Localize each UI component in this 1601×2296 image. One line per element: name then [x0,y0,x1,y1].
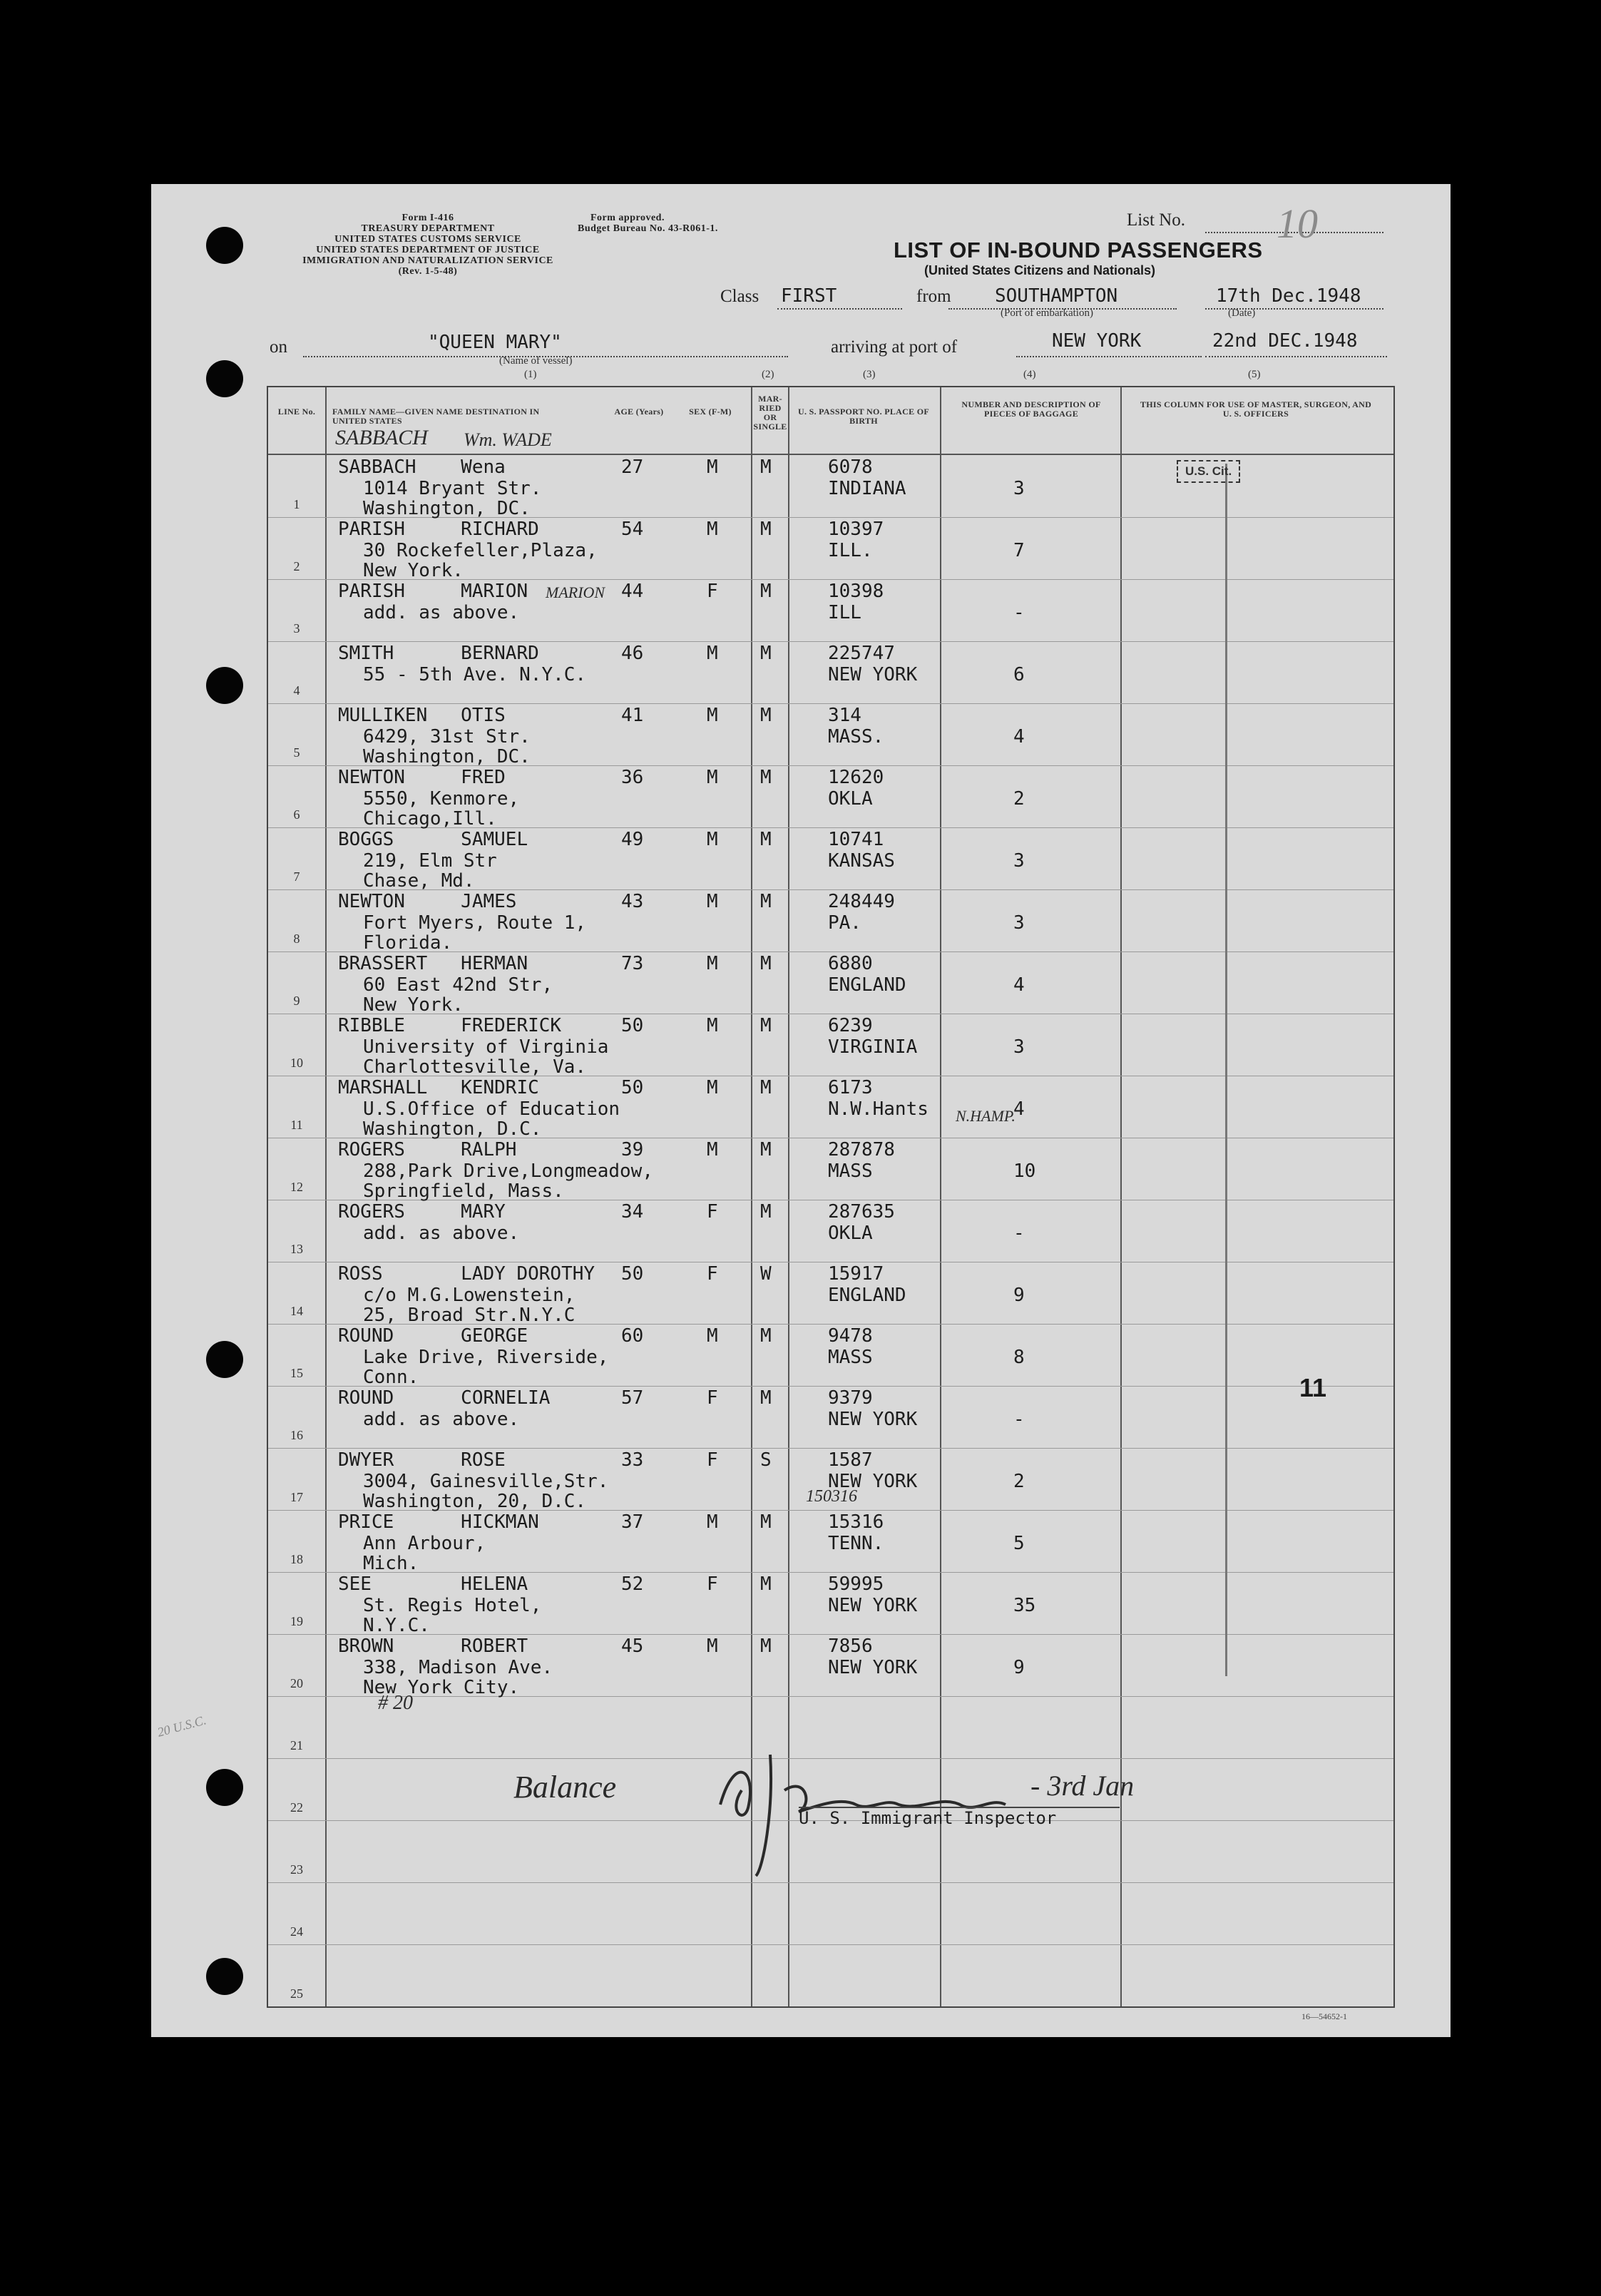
th-name: FAMILY NAME—GIVEN NAME DESTINATION IN UNITED STATES [332,407,540,426]
destination-line-2: Washington, D.C. [363,1118,542,1140]
passenger-name: NEWTON JAMES [338,891,517,912]
place-of-birth: NEW YORK [828,1409,918,1430]
passport-number: 6078 [828,456,873,478]
passport-number: 287878 [828,1139,895,1160]
baggage-count: - [1013,1409,1025,1430]
sex: M [707,1077,718,1098]
th-sex: SEX (F-M) [689,407,732,417]
destination-line-1: St. Regis Hotel, [363,1595,542,1616]
mark-11: 11 [1299,1373,1327,1402]
destination-line-2: Washington, DC. [363,746,531,767]
passenger-name: BROWN ROBERT [338,1636,528,1657]
line-number: 18 [290,1552,303,1566]
th-line-no: LINE No. [277,407,316,417]
baggage-count: 9 [1013,1285,1025,1306]
column-divider [325,387,327,2006]
passenger-name: RIBBLE FREDERICK [338,1015,562,1036]
destination-line-2: Chicago,Ill. [363,808,497,830]
justice-line: UNITED STATES DEPARTMENT OF JUSTICE [316,245,540,255]
place-of-birth: VIRGINIA [828,1036,918,1058]
baggage-count: 8 [1013,1347,1025,1368]
place-of-birth: NEW YORK [828,1471,918,1492]
count-note: # 20 [378,1692,413,1714]
passenger-name: DWYER ROSE [338,1449,506,1471]
passport-number: 6173 [828,1077,873,1098]
passport-number: 9379 [828,1387,873,1409]
us-citizen-stamp: U.S. Cit. [1177,460,1240,483]
marital-status: M [760,1636,772,1657]
destination-line-1: Lake Drive, Riverside, [363,1347,609,1368]
arrival-port: NEW YORK [1052,330,1142,352]
age: 44 [621,581,644,602]
place-of-birth: MASS. [828,726,884,748]
age: 50 [621,1263,644,1285]
arriving-label: arriving at port of [831,337,958,357]
date-caption: (Date) [1228,307,1256,319]
margin-note: 20 U.S.C. [155,1713,208,1740]
place-of-birth: TENN. [828,1533,884,1554]
sex: F [707,1263,718,1285]
line-number: 21 [290,1738,303,1752]
binder-hole [206,667,243,704]
list-no-label: List No. [1127,210,1185,230]
destination-line-2: Mich. [363,1553,419,1574]
th-age: AGE (Years) [614,407,664,417]
line-number: 7 [293,869,300,884]
line-number: 10 [290,1056,303,1070]
destination-line-2: Springfield, Mass. [363,1180,564,1202]
passport-number: 15917 [828,1263,884,1285]
place-of-birth: MASS [828,1347,873,1368]
form-id: Form I-416 [401,213,454,223]
destination-line-2: New York. [363,994,464,1016]
th-baggage: NUMBER AND DESCRIPTION OF PIECES OF BAGGAGE [961,399,1101,419]
line-number: 9 [293,994,300,1008]
marital-status: M [760,1511,772,1533]
sex: M [707,953,718,974]
destination-line-2: Chase, Md. [363,870,475,892]
place-of-birth: MASS [828,1160,873,1182]
destination-line-1: add. as above. [363,1409,520,1430]
destination-line-1: 1014 Bryant Str. [363,478,542,499]
passenger-name: ROGERS MARY [338,1201,506,1223]
line-number: 24 [290,1924,303,1939]
passenger-name: MARSHALL KENDRIC [338,1077,539,1098]
th-officers: THIS COLUMN FOR USE OF MASTER, SURGEON, AND U. S. OFFICERS [1140,399,1372,419]
treasury-line: TREASURY DEPARTMENT [361,223,495,234]
col-number-5: (5) [1248,369,1261,380]
destination-line-1: Fort Myers, Route 1, [363,912,587,934]
passport-number: 248449 [828,891,895,912]
baggage-count: 3 [1013,1036,1025,1058]
sex: M [707,456,718,478]
passenger-name: ROUND CORNELIA [338,1387,551,1409]
inspector-label: U. S. Immigrant Inspector [799,1808,1057,1828]
place-of-birth: NEW YORK [828,1595,918,1616]
binder-hole [206,360,243,397]
inspector-signature [706,1726,1105,1883]
place-of-birth: PA. [828,912,861,934]
line-number: 22 [290,1800,303,1815]
marital-status: M [760,643,772,664]
passport-number: 6239 [828,1015,873,1036]
place-of-birth: ILL [828,602,861,623]
baggage-count: 3 [1013,912,1025,934]
binder-hole [206,1769,243,1806]
destination-line-1: 60 East 42nd Str, [363,974,553,996]
destination-line-2: Charlottesville, Va. [363,1056,587,1078]
destination-line-1: 6429, 31st Str. [363,726,531,748]
col-number-1: (1) [524,369,537,380]
age: 54 [621,519,644,540]
budget-line: Budget Bureau No. 43-R061-1. [578,223,718,234]
correction-wade: Wm. WADE [464,429,552,450]
marital-status: M [760,1387,772,1409]
marital-status: W [760,1263,772,1285]
customs-line: UNITED STATES CUSTOMS SERVICE [334,234,521,245]
form-agency-block [264,213,592,277]
correction-marion: MARION [546,583,605,601]
sex: M [707,767,718,788]
age: 50 [621,1015,644,1036]
line-number: 5 [293,745,300,760]
baggage-count: 3 [1013,478,1025,499]
marital-status: M [760,953,772,974]
place-of-birth: OKLA [828,788,873,810]
baggage-count: 9 [1013,1657,1025,1678]
destination-line-2: New York. [363,560,464,581]
binder-hole [206,227,243,264]
marital-status: M [760,1325,772,1347]
binder-hole [206,1958,243,1995]
age: 52 [621,1573,644,1595]
balance-note: Balance [513,1770,617,1805]
on-label: on [270,337,287,357]
passenger-name: SABBACH Wena [338,456,506,478]
arrival-date-underline [1205,356,1387,357]
marital-status: M [760,519,772,540]
destination-line-1: 55 - 5th Ave. N.Y.C. [363,664,587,685]
passport-correction: 150316 [806,1487,857,1506]
destination-line-2: New York City. [363,1677,520,1698]
sex: M [707,643,718,664]
destination-line-2: Florida. [363,932,453,954]
sex: M [707,1139,718,1160]
arrival-underline [1016,356,1202,357]
age: 43 [621,891,644,912]
marital-status: M [760,1139,772,1160]
age: 60 [621,1325,644,1347]
destination-line-1: 219, Elm Str [363,850,497,872]
baggage-count: - [1013,602,1025,623]
baggage-count: 35 [1013,1595,1036,1616]
destination-line-1: 30 Rockefeller,Plaza, [363,540,598,561]
age: 73 [621,953,644,974]
age: 27 [621,456,644,478]
destination-line-2: 25, Broad Str.N.Y.C [363,1305,576,1326]
destination-line-1: U.S.Office of Education [363,1098,620,1120]
passport-number: 59995 [828,1573,884,1595]
vessel-name: "QUEEN MARY" [428,332,562,353]
page-subtitle: (United States Citizens and Nationals) [924,263,1156,277]
header-divider [268,454,1393,455]
age: 37 [621,1511,644,1533]
sex: M [707,829,718,850]
passenger-name: BOGGS SAMUEL [338,829,528,850]
place-of-birth: NEW YORK [828,664,918,685]
marital-status: M [760,1201,772,1223]
line-number: 16 [290,1428,303,1442]
destination-line-2: Washington, DC. [363,498,531,519]
sex: F [707,1201,718,1223]
place-of-birth: NEW YORK [828,1657,918,1678]
destination-line-1: add. as above. [363,1223,520,1244]
line-number: 12 [290,1180,303,1194]
baggage-count: 2 [1013,1471,1025,1492]
passport-number: 225747 [828,643,895,664]
sex: F [707,1449,718,1471]
sex: F [707,581,718,602]
line-number: 4 [293,683,300,698]
baggage-count: 7 [1013,540,1025,561]
arrival-date: 22nd DEC.1948 [1212,330,1358,352]
approved-line: Form approved. [590,213,665,223]
passenger-name: PARISH RICHARD [338,519,539,540]
destination-line-1: Ann Arbour, [363,1533,486,1554]
marital-status: M [760,581,772,602]
officer-column-rule [1225,464,1227,1676]
passenger-name: BRASSERT HERMAN [338,953,528,974]
line-number: 13 [290,1242,303,1256]
age: 36 [621,767,644,788]
line-number: 20 [290,1676,303,1690]
marital-status: M [760,767,772,788]
row-divider [268,1944,1393,1945]
baggage-count: 5 [1013,1533,1025,1554]
line-number: 19 [290,1614,303,1628]
passenger-name: ROSS LADY DOROTHY [338,1263,595,1285]
age: 33 [621,1449,644,1471]
destination-line-1: 338, Madison Ave. [363,1657,553,1678]
col-number-4: (4) [1023,369,1036,380]
passenger-name: ROUND GEORGE [338,1325,528,1347]
vessel-caption: (Name of vessel) [499,355,573,367]
marital-status: M [760,1077,772,1098]
place-of-birth: ENGLAND [828,974,906,996]
class-underline [777,308,902,310]
sex: F [707,1573,718,1595]
class-value: FIRST [781,285,837,307]
line-number: 15 [290,1366,303,1380]
correction-sabbach: SABBACH [335,426,428,449]
port-of-embarkation: SOUTHAMPTON [995,285,1118,307]
marital-status: S [760,1449,772,1471]
baggage-count: 2 [1013,788,1025,810]
baggage-count: 4 [1013,1098,1025,1120]
class-label: Class [720,287,759,306]
passport-number: 314 [828,705,861,726]
place-of-birth: ILL. [828,540,873,561]
baggage-count: 6 [1013,664,1025,685]
baggage-count: 4 [1013,974,1025,996]
ins-line: IMMIGRATION AND NATURALIZATION SERVICE [302,255,553,266]
passport-number: 10397 [828,519,884,540]
place-of-birth: KANSAS [828,850,895,872]
destination-line-2: Washington, 20, D.C. [363,1491,587,1512]
page-title: LIST OF IN-BOUND PASSENGERS [894,238,1263,262]
approval-block [578,213,792,234]
sex: M [707,1636,718,1657]
col-number-2: (2) [762,369,774,380]
from-label: from [916,287,951,306]
sex: M [707,1325,718,1347]
line-number: 23 [290,1862,303,1877]
line-number: 3 [293,621,300,636]
place-of-birth: ENGLAND [828,1285,906,1306]
age: 46 [621,643,644,664]
th-married: MAR-RIED OR SINGLE [753,394,787,432]
sex: M [707,519,718,540]
place-of-birth: N.W.Hants [828,1098,929,1120]
marital-status: M [760,705,772,726]
line-number: 17 [290,1490,303,1504]
age: 45 [621,1636,644,1657]
col-number-3: (3) [863,369,876,380]
age: 50 [621,1077,644,1098]
baggage-count: - [1013,1223,1025,1244]
passport-number: 10741 [828,829,884,850]
line-number: 25 [290,1986,303,2001]
baggage-count: 3 [1013,850,1025,872]
sex: M [707,1511,718,1533]
line-number: 2 [293,559,300,573]
rev-line: (Rev. 1-5-48) [398,266,458,277]
place-of-birth: INDIANA [828,478,906,499]
passenger-name: NEWTON FRED [338,767,506,788]
passport-number: 15316 [828,1511,884,1533]
form-footer-code: 16—54652-1 [1301,2011,1347,2021]
signature-date: - 3rd Jan [1030,1770,1135,1802]
passport-number: 287635 [828,1201,895,1223]
age: 39 [621,1139,644,1160]
passport-number: 12620 [828,767,884,788]
passenger-name: PARISH MARION [338,581,528,602]
column-divider [1120,387,1122,2006]
marital-status: M [760,456,772,478]
th-passport: U. S. PASSPORT NO. PLACE OF BIRTH [798,407,929,426]
passport-number: 9478 [828,1325,873,1347]
passport-number: 10398 [828,581,884,602]
sex: M [707,1015,718,1036]
marital-status: M [760,891,772,912]
passenger-name: SMITH BERNARD [338,643,539,664]
passport-number: 1587 [828,1449,873,1471]
age: 49 [621,829,644,850]
passenger-name: SEE HELENA [338,1573,528,1595]
destination-line-1: 3004, Gainesville,Str. [363,1471,609,1492]
place-of-birth: OKLA [828,1223,873,1244]
destination-line-1: add. as above. [363,602,520,623]
line-number: 1 [293,497,300,511]
destination-line-1: c/o M.G.Lowenstein, [363,1285,576,1306]
sex: M [707,705,718,726]
birthplace-correction: N.HAMP. [956,1107,1016,1125]
marital-status: M [760,829,772,850]
list-no-value: 10 [1277,200,1318,247]
destination-line-1: 288,Park Drive,Longmeadow, [363,1160,653,1182]
age: 41 [621,705,644,726]
passenger-name: MULLIKEN OTIS [338,705,506,726]
passenger-name: PRICE HICKMAN [338,1511,539,1533]
line-number: 8 [293,932,300,946]
sex: M [707,891,718,912]
port-caption: (Port of embarkation) [1001,307,1093,319]
marital-status: M [760,1015,772,1036]
age: 57 [621,1387,644,1409]
passport-number: 6880 [828,953,873,974]
baggage-count: 4 [1013,726,1025,748]
binder-hole [206,1341,243,1378]
baggage-count: 10 [1013,1160,1036,1182]
line-number: 11 [290,1118,303,1132]
passenger-name: ROGERS RALPH [338,1139,517,1160]
passport-number: 7856 [828,1636,873,1657]
departure-date: 17th Dec.1948 [1216,285,1361,307]
age: 34 [621,1201,644,1223]
destination-line-2: N.Y.C. [363,1615,430,1636]
line-number: 14 [290,1304,303,1318]
destination-line-1: 5550, Kenmore, [363,788,520,810]
marital-status: M [760,1573,772,1595]
destination-line-1: University of Virginia [363,1036,609,1058]
sex: F [707,1387,718,1409]
destination-line-2: Conn. [363,1367,419,1388]
line-number: 6 [293,807,300,822]
